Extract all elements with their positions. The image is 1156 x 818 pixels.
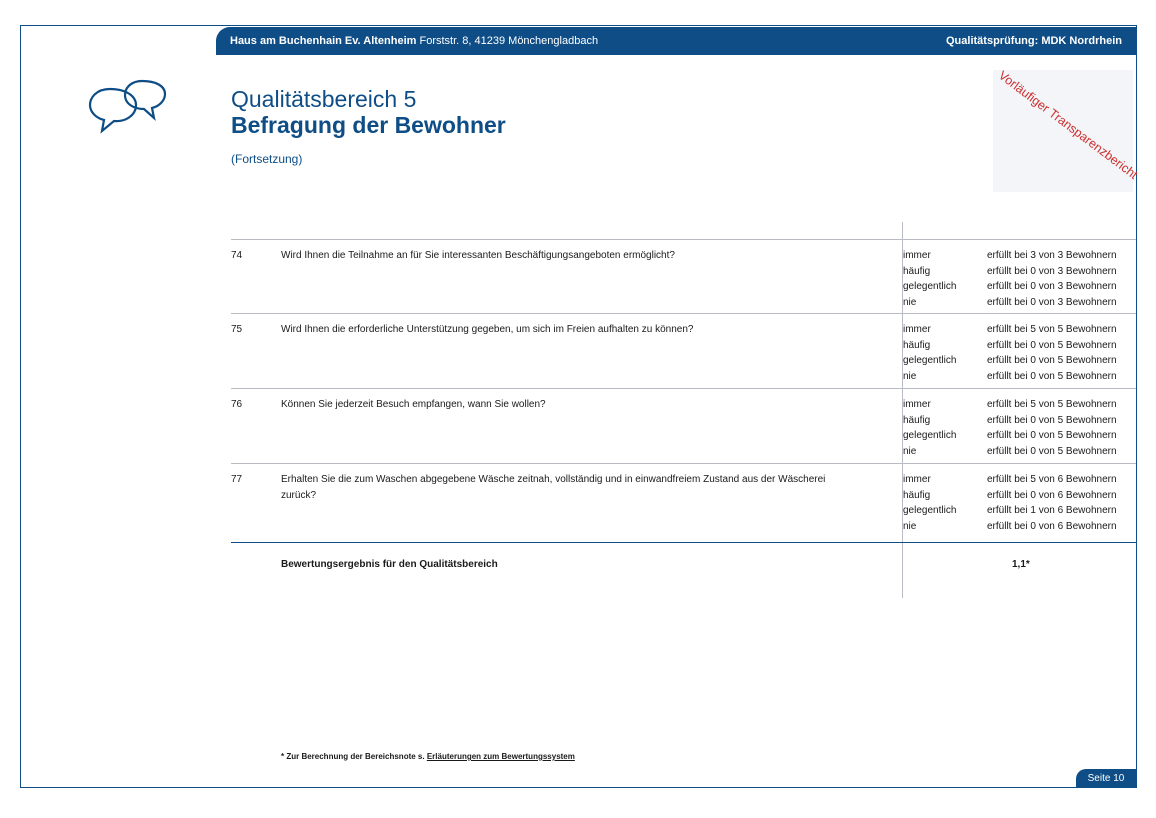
- footnote-link[interactable]: Erläuterungen zum Bewertungssystem: [426, 752, 575, 761]
- result-list: [987, 248, 1137, 310]
- result-value: erfüllt bei 3 von 3 Bewohnern: [987, 250, 1117, 261]
- facility-name: Haus am Buchenhain Ev. Altenheim: [230, 35, 417, 47]
- result-list: [987, 472, 1137, 534]
- frequency-label: immer: [903, 399, 931, 410]
- header-bar: [216, 27, 1136, 55]
- header-audit: Qualitätsprüfung: MDK Nordrhein: [946, 35, 1122, 47]
- facility-address: Forststr. 8, 41239 Mönchengladbach: [419, 35, 599, 47]
- result-value: erfüllt bei 0 von 5 Bewohnern: [987, 430, 1117, 441]
- section-title: Befragung der Bewohner: [231, 112, 506, 138]
- frequency-label: nie: [903, 370, 917, 382]
- result-value: erfüllt bei 0 von 5 Bewohnern: [987, 339, 1117, 351]
- question-text: Wird Ihnen die Teilnahme an für Sie interessanten Beschäftigungsangeboten ermöglicht?: [281, 250, 675, 261]
- footnote: [281, 752, 575, 761]
- result-value: erfüllt bei 0 von 5 Bewohnern: [987, 370, 1117, 382]
- row-divider: [231, 313, 1136, 314]
- question-text: Erhalten Sie die zum Waschen abgegebene Wäsche zeitnah, vollständig und in einwandfreiem Zustand aus der Wäscherei zurück?: [281, 474, 826, 501]
- summary-rule: [231, 542, 1136, 543]
- frequency-list: [903, 322, 983, 384]
- question-text: Wird Ihnen die erforderliche Unterstützung gegeben, um sich im Freien aufhalten zu können?: [281, 324, 694, 335]
- frequency-label: immer: [903, 250, 931, 261]
- frequency-list: [903, 248, 983, 310]
- frequency-list: [903, 397, 983, 459]
- frequency-label: gelegentlich: [903, 430, 957, 441]
- result-value: erfüllt bei 5 von 5 Bewohnern: [987, 399, 1117, 410]
- result-value: erfüllt bei 0 von 3 Bewohnern: [987, 265, 1117, 277]
- frequency-label: nie: [903, 520, 917, 532]
- result-value: erfüllt bei 0 von 6 Bewohnern: [987, 520, 1117, 532]
- frequency-label: gelegentlich: [903, 505, 957, 516]
- result-list: [987, 322, 1137, 384]
- frequency-label: häufig: [903, 339, 931, 351]
- result-value: erfüllt bei 0 von 5 Bewohnern: [987, 355, 1117, 366]
- section-subtitle: (Fortsetzung): [231, 152, 303, 166]
- frequency-label: immer: [903, 474, 931, 485]
- frequency-label: immer: [903, 324, 931, 335]
- question-number: 74: [231, 250, 243, 261]
- draft-stamp: Vorläufiger Transparenzbericht: [995, 68, 1141, 182]
- result-value: erfüllt bei 0 von 5 Bewohnern: [987, 445, 1117, 457]
- frequency-list: [903, 472, 983, 534]
- summary-label: Bewertungsergebnis für den Qualitätsbereich: [281, 559, 498, 570]
- result-value: erfüllt bei 5 von 5 Bewohnern: [987, 324, 1117, 335]
- row-divider: [231, 463, 1136, 464]
- frequency-label: häufig: [903, 489, 931, 501]
- result-value: erfüllt bei 0 von 3 Bewohnern: [987, 281, 1117, 292]
- frequency-label: gelegentlich: [903, 355, 957, 366]
- question-number: 77: [231, 474, 243, 485]
- page-number: Seite 10: [1076, 769, 1136, 788]
- header-facility: [230, 35, 598, 47]
- section-number: Qualitätsbereich 5: [231, 86, 417, 112]
- question-text: Können Sie jederzeit Besuch empfangen, wann Sie wollen?: [281, 399, 546, 410]
- speech-bubbles-icon: [88, 78, 168, 134]
- frequency-label: häufig: [903, 414, 931, 426]
- result-value: erfüllt bei 5 von 6 Bewohnern: [987, 474, 1117, 485]
- result-value: erfüllt bei 0 von 5 Bewohnern: [987, 414, 1117, 426]
- question-number: 76: [231, 399, 243, 410]
- frequency-label: gelegentlich: [903, 281, 957, 292]
- question-number: 75: [231, 324, 243, 335]
- frequency-label: häufig: [903, 265, 931, 277]
- result-value: erfüllt bei 0 von 3 Bewohnern: [987, 296, 1117, 308]
- footnote-text: * Zur Berechnung der Bereichsnote s.: [281, 752, 425, 761]
- row-divider: [231, 388, 1136, 389]
- frequency-label: nie: [903, 296, 917, 308]
- table-top-rule: [231, 239, 1136, 240]
- result-value: erfüllt bei 0 von 6 Bewohnern: [987, 489, 1117, 501]
- result-list: [987, 397, 1137, 459]
- frequency-label: nie: [903, 445, 917, 457]
- title-block: [231, 86, 506, 138]
- result-value: erfüllt bei 1 von 6 Bewohnern: [987, 505, 1117, 516]
- summary-score: 1,1*: [1012, 559, 1030, 570]
